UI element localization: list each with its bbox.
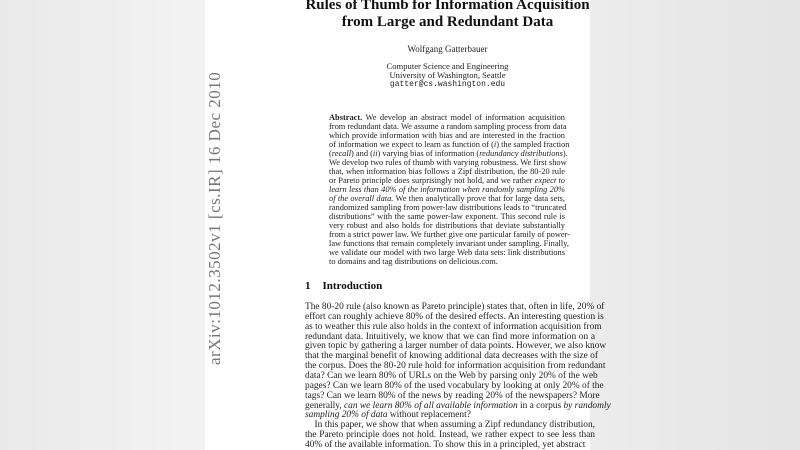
text-segment: to domains and tag distributions on delicious.com. (329, 257, 498, 266)
abstract-line (329, 203, 565, 212)
text-segment: We then analytically prove that for large data sets, (393, 194, 565, 203)
intro-line (305, 390, 600, 401)
text-segment: pages? Can we learn 80% of the used vocabulary by looking at only 20% of the (305, 380, 604, 391)
affiliation-line-1: Computer Science and Engineering (386, 61, 509, 71)
author-email: gatter@cs.washington.edu (389, 80, 506, 89)
intro-line (305, 400, 611, 411)
text-segment: expect to (534, 176, 565, 185)
abstract-line (329, 248, 565, 257)
text-segment: randomized sampling from power-law distributions leads to “truncated (329, 203, 567, 212)
abstract-line (329, 149, 568, 158)
text-segment: i (493, 140, 497, 149)
abstract-line (329, 176, 565, 185)
text-segment: or Pareto principle does surprisingly not hold, and we rather (329, 176, 535, 185)
text-segment: effort can roughly achieve 80% of the desired effects. An interesting question is (305, 311, 604, 322)
abstract-line (329, 158, 565, 167)
abstract-line (329, 221, 565, 230)
section-number: 1 (305, 280, 311, 292)
abstract-line (329, 131, 565, 140)
text-segment: by randomly (563, 400, 611, 411)
text-segment: ) and ( (351, 149, 373, 158)
text-segment: as to weather this rule also holds in the context of information acquisition from (305, 321, 602, 332)
section-heading (305, 280, 382, 292)
section-title: Introduction (322, 280, 383, 292)
intro-line (305, 430, 595, 440)
abstract-line (329, 167, 565, 176)
text-segment: ii (372, 149, 378, 158)
text-segment: very robust and also holds for distributions that deviate substantially (329, 221, 565, 230)
text-segment: ( (329, 149, 332, 158)
abstract-line (329, 230, 571, 239)
intro-line (305, 302, 605, 312)
intro-line (305, 420, 595, 430)
abstract-line (329, 194, 565, 203)
viewer-background-left (0, 0, 205, 450)
intro-line (305, 370, 598, 381)
text-segment: tags? Can we learn 80% of the news by reading 20% of the newspapers? More (305, 390, 600, 401)
text-segment: law functions that remain completely invariant under sampling. Finally, (329, 239, 569, 248)
intro-line (305, 380, 604, 391)
text-segment: data? Can we learn 80% of URLs on the Web by parsing only 20% of the web (305, 370, 598, 381)
text-segment: of the overall data. (329, 194, 394, 203)
intro-line (305, 351, 598, 362)
abstract-line (329, 239, 569, 248)
text-segment: ) varying bias of information ( (377, 149, 480, 158)
abstract-line (329, 122, 565, 131)
text-segment: 40% of the available information. To show this in a principled, yet abstract (305, 439, 586, 450)
text-segment: without replacement? (387, 410, 471, 421)
text-segment: In this paper, we show that when assuming a Zipf redundancy distribution, (305, 420, 595, 431)
text-segment: that, when information bias follows a Zipf distribution, the 80-20 rule (329, 167, 565, 176)
abstract-line (329, 185, 565, 194)
intro-line (305, 361, 606, 372)
intro-line (305, 341, 607, 352)
intro-line (305, 410, 595, 420)
abstract-line (329, 140, 570, 149)
text-segment: ). (562, 149, 568, 158)
abstract-line (329, 257, 565, 266)
text-segment: learn less than 40% of the information when randomly sampling 20% (329, 185, 565, 194)
text-segment: generally, (305, 400, 344, 411)
abstract-line (329, 113, 565, 122)
paper-page (205, 0, 611, 450)
text-segment: sampling 20% of data (305, 410, 388, 421)
text-segment: ) the sampled fraction (496, 140, 570, 149)
text-segment: that the marginal benefit of knowing additional data decreases with the size of (305, 351, 598, 362)
text-segment: of information we expect to learn as function of ( (329, 140, 494, 149)
arxiv-stamp: arXiv:1012.3502v1 [cs.IR] 16 Dec 2010 (205, 71, 224, 365)
text-segment: redundant data. Intuitively, we know that we can find more information on a (305, 331, 595, 342)
abstract-line (329, 212, 565, 221)
paper-title-line-2: from Large and Redundant Data (341, 14, 554, 30)
text-segment: Abstract. (329, 113, 363, 122)
text-segment: recall (331, 149, 352, 158)
text-segment: redundancy distributions (479, 149, 563, 158)
text-segment: which provide information with bias and are interested in the fraction (329, 131, 565, 140)
text-segment: distributions” with the same power-law exponent. This second rule is (329, 212, 565, 221)
text-segment: the corpus. Does the 80-20 rule hold for information acquisition from redundant (305, 361, 606, 372)
intro-line (305, 311, 604, 322)
text-segment: from redundant data. We assume a random sampling process from data (329, 122, 567, 131)
author-name: Wolfgang Gatterbauer (407, 44, 488, 54)
text-segment: The 80-20 rule (also known as Pareto principle) states that, often in life, 20% of (305, 302, 605, 312)
text-segment: from a strict power law. We further give one particular family of power- (329, 230, 571, 239)
text-segment: given topic by gathering a larger number of data points. However, we also know (305, 341, 607, 352)
text-segment: We develop an abstract model of information acquisition (362, 113, 565, 122)
affiliation-line-2: University of Washington, Seattle (389, 70, 506, 80)
intro-line (305, 440, 595, 450)
text-segment: can we learn 80% of all available information (343, 400, 518, 411)
paper-title-line-1: Rules of Thumb for Information Acquisition (305, 0, 590, 13)
text-segment: we validate our model with two large Web data sets: link distributions (329, 248, 565, 257)
intro-line (305, 321, 602, 332)
text-segment: in a corpus (517, 400, 564, 411)
text-segment: We develop two rules of thumb with varying robustness. We first show (329, 158, 567, 167)
text-segment: the Pareto principle does not hold. Instead, we rather expect to see less than (305, 430, 595, 441)
